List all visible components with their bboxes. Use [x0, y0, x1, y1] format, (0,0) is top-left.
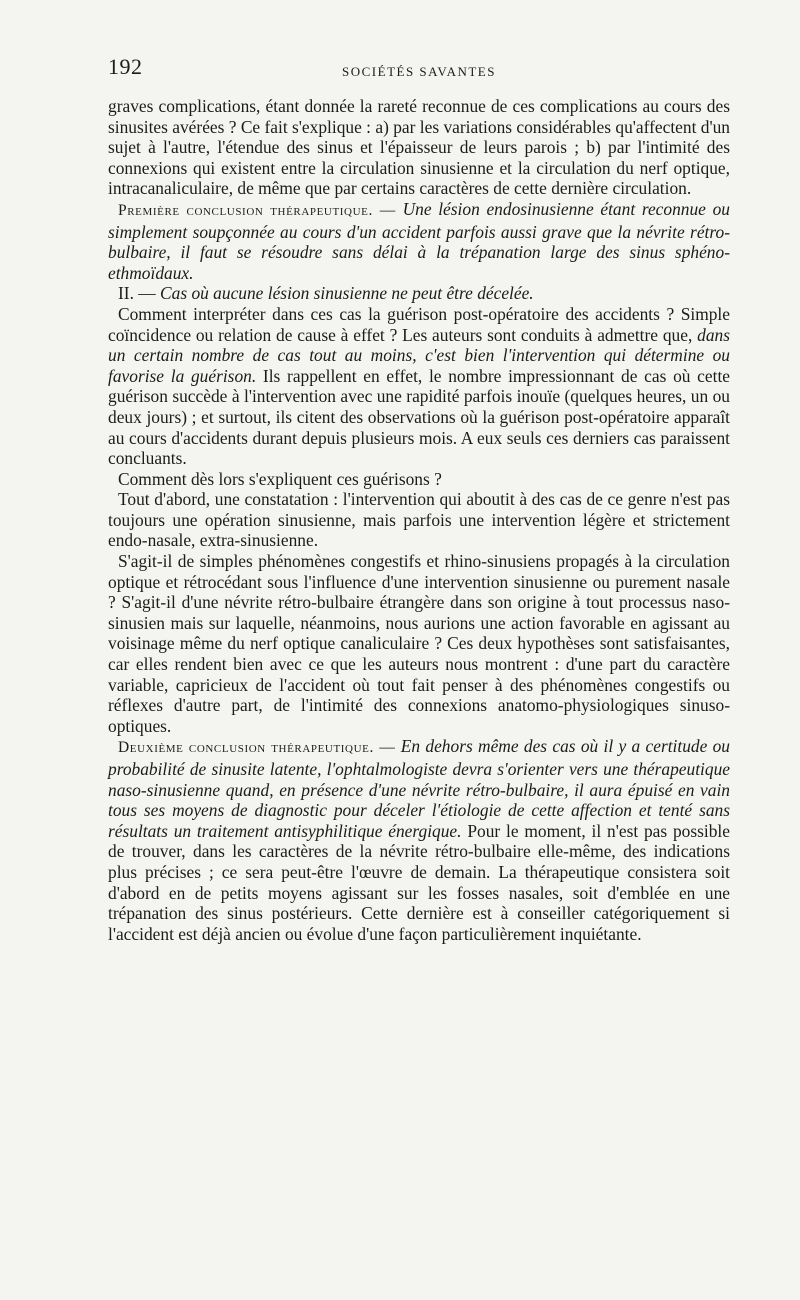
paragraph-question: Comment dès lors s'expliquent ces guérisons ? [118, 468, 442, 489]
second-conclusion-text: En dehors même des cas où il y a certitude ou probabilité de sinusite latente, l'ophtalmologiste devra s'orienter vers une thérapeutique naso-sinusienne quand, en présence d'une névrite rétro-bulbaire, il aura épuisé en vain tous ses moyens de diagnostic pour déceler l'étiologie de cette affection et tenté sans résultats un traitement antisyphilitique énergique. [108, 736, 731, 841]
section-number: II. — [118, 283, 156, 304]
section-title: Cas où aucune lésion sinusienne ne peut être décelée. [160, 283, 534, 304]
body-text [108, 96, 730, 944]
second-conclusion-continuation: Pour le moment, il n'est pas possible de trouver, dans les caractères de la névrite rétro-bulbaire elle-même, des indications plus précises ; ce sera peut-être l'œuvre de demain. La thérapeutique consistera soit d'abord en de petits moyens agissant sur les fosses nasales, soit d'emblée en une trépanation des sinus postérieurs. Cette dernière est à conseiller catégoriquement si l'accident est déjà ancien ou évolue d'une façon particulièrement inquiétante. [108, 820, 730, 944]
paragraph-constatation: Tout d'abord, une constatation : l'intervention qui aboutit à des cas de ce genre n'est pas toujours une opération sinusienne, mais parfois une intervention légère et strictement endo-nasale, extra-sinusienne. [108, 489, 730, 551]
section-heading-ii [108, 283, 730, 304]
interpretation-italic: dans un certain nombre de cas tout au moins, c'est bien l'intervention qui détermine ou favorise la guérison. [108, 324, 730, 386]
interpretation-text-b: Ils rappellent en effet, le nombre impressionnant de cas où cette guérison succède à l'intervention avec une rapidité parfois inouïe (quelques heures, un ou deux jours) ; et surtout, ils citent des observations où la guérison post-opératoire apparaît au cours d'accidents durant depuis plusieurs mois. A eux seuls ces derniers cas paraissent concluants. [108, 365, 731, 469]
first-conclusion-text: Une lésion endosinusienne étant reconnue ou simplement soupçonnée au cours d'un accident parfois aussi grave que la névrite rétro-bulbaire, il faut se résoudre sans délai à la trépanation large des sinus sphéno-ethmoïdaux. [108, 198, 730, 283]
paragraph-first-conclusion [108, 199, 730, 283]
paragraph-second-conclusion [108, 736, 730, 944]
first-conclusion-label: Première conclusion thérapeutique. — [118, 201, 396, 219]
paragraph-hypotheses: S'agit-il de simples phénomènes congestifs et rhino-sinusiens propagés à la circulation optique et rétrocédant sous l'influence d'une intervention sinusienne ou purement nasale ? S'agit-il d'une névrite rétro-bulbaire étrangère dans son origine à tout processus naso-sinusien mais sur laquelle, néanmoins, nous aurions une action favorable en agissant au voisinage même du nerf optique canaliculaire ? Ces deux hypothèses sont satisfaisantes, car elles rendent bien avec ce que les auteurs nous montrent : d'une part du caractère variable, capricieux de l'accident où tout fait penser à des phénomènes congestifs ou réflexes d'autre part, de l'intimité des connexions anatomo-physiologiques sinuso-optiques. [108, 551, 730, 736]
page-number: 192 [108, 54, 143, 79]
paragraph-complications: graves complications, étant donnée la rareté reconnue de ces complications au cours des sinusites avérées ? Ce fait s'explique : a) par les variations considérables qu'affectent d'un sujet à l'autre, l'étendue des sinus et l'épaisseur de leurs parois ; b) par l'intimité des connexions qui existent entre la circulation sinusienne et la circulation du nerf optique, intracanaliculaire, de même que par certains caractères de cette dernière circulation. [108, 96, 730, 199]
page-header [108, 54, 730, 84]
interpretation-text-a: Comment interpréter dans ces cas la guérison post-opératoire des accidents ? Simple coïncidence ou relation de cause à effet ? Les auteurs sont conduits à admettre que, [108, 303, 730, 345]
running-head: SOCIÉTÉS SAVANTES [342, 64, 496, 79]
paragraph-interpretation [108, 304, 730, 469]
second-conclusion-label: Deuxième conclusion thérapeutique. — [118, 739, 396, 757]
